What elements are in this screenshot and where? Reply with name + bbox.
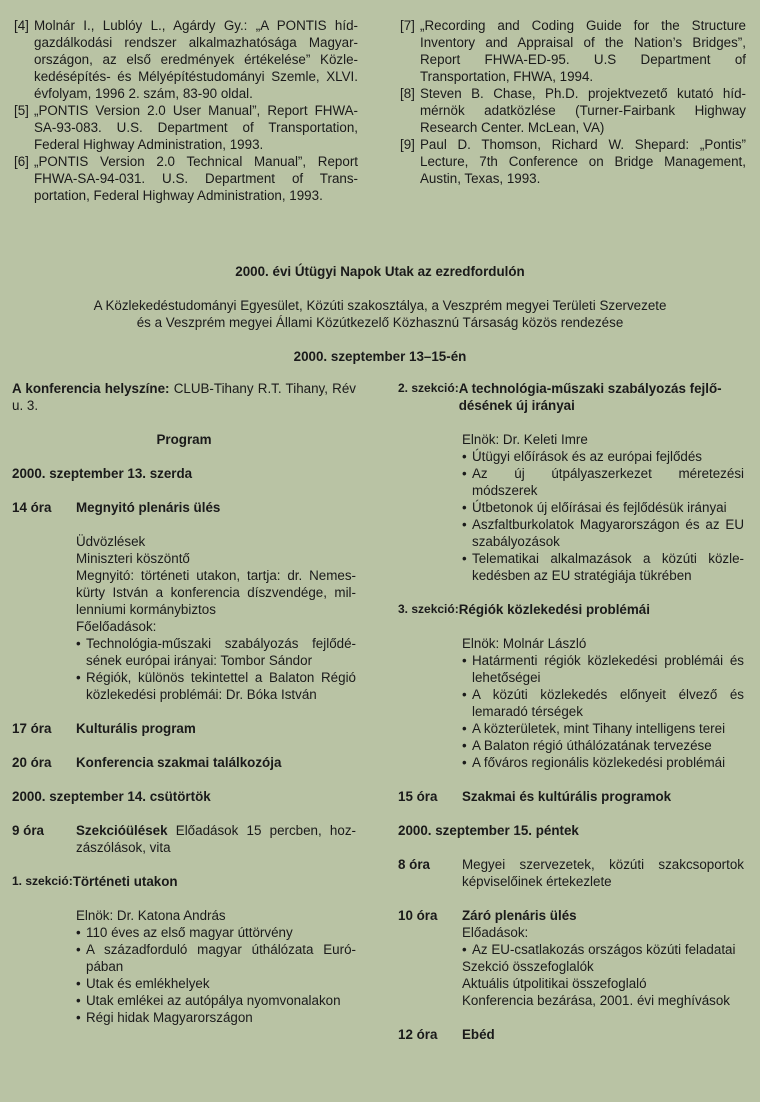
list-item: • Telematikai alkalmazások a közúti közle-kedésben az EU stratégiája tükrében — [462, 551, 744, 583]
reference-9: [9] Paul D. Thomson, Richard W. Shepard: „Pontis” Lecture, 7th Conference on Bridge Management, Austin, Texas, 1993. — [400, 137, 746, 186]
list-item: • A századforduló magyar úthálózata Euró-pában — [76, 942, 356, 974]
day-3-heading: 2000. szeptember 15. péntek — [398, 823, 579, 838]
list-item: • Utak és emlékhelyek — [76, 976, 210, 991]
program-title: Program — [156, 432, 212, 447]
section-1-heading: 1. szekció: Történeti utakon — [12, 874, 178, 889]
day-2-heading: 2000. szeptember 14. csütörtök — [12, 789, 211, 804]
session-14-details: Üdvözlések Miniszteri köszöntő Megnyitó: történeti utakon, tartja: dr. Nemes-kürty István a konferencia díszvendége, mil-lenniumi kormánybiztos Főelőadások: • Technológia-műszaki szabályozás fejlődé-sének európai irányai: Tombor Sándor • Régiók, különös tekintettel a Balaton Régió közlekedési problémái: Dr. Bóka István — [76, 534, 356, 702]
list-item: • Az EU-csatlakozás országos közúti feladatai — [462, 942, 736, 957]
section-3-details: Elnök: Molnár László • Határmenti régiók közlekedési problémái és lehetőségei • A közúti közlekedés előnyeit élvező és lemaradó térségek • A közterületek, mint Tihany intelligens terei • A Balaton régió úthálózatának tervezése • A főváros regionális közlekedési problémái — [462, 636, 744, 770]
list-item: • Régi hidak Magyarországon — [76, 1010, 253, 1025]
session-14: 14 óra Megnyitó plenáris ülés — [12, 500, 221, 515]
reference-8: [8] Steven B. Chase, Ph.D. projektvezető kutató híd-mérnök adatközlése (Turner-Fairbank Highway Research Center. McLean, VA) — [400, 86, 746, 135]
references-left — [14, 17, 358, 204]
list-item: • A közúti közlekedés előnyeit élvező és lemaradó térségek — [462, 687, 744, 719]
list-item: • Régiók, különös tekintettel a Balaton Régió közlekedési problémái: Dr. Bóka István — [76, 670, 356, 702]
session-20: 20 óra Konferencia szakmai találkozója — [12, 755, 282, 770]
session-10-details: Előadások: • Az EU-csatlakozás országos közúti feladatai Szekció összefoglalók Aktuális útpolitikai összefoglaló Konferencia bezárása, 2001. évi meghívások — [398, 924, 744, 1009]
session-8: 8 óra Megyei szervezetek, közúti szakcsoportok képviselőinek értekezlete — [398, 857, 744, 889]
list-item: • 110 éves az első magyar úttörvény — [76, 925, 293, 940]
session-12: 12 óra Ebéd — [398, 1027, 495, 1042]
list-item: • Aszfaltburkolatok Magyarországon és az EU szabályozások — [462, 517, 744, 549]
reference-4: [4] Molnár I., Lublóy L., Agárdy Gy.: „A PONTIS híd-gazdálkodási rendszer alkalmazhatósága Magyar-országon, az első eredmények értékelése” Közle-kedésépítés- és Mélyépítéstudományi Szemle, XLVI. évfolyam, 1996 2. szám, 83-90 oldal. — [14, 18, 358, 101]
list-item: • Az új útpályaszerkezet méretezési módszerek — [462, 466, 744, 498]
section-2-heading: 2. szekció: A technológia-műszaki szabályozás fejlő-désének új irányai — [398, 381, 722, 413]
reference-6: [6] „PONTIS Version 2.0 Technical Manual”, Report FHWA-SA-94-031. U.S. Department of Trans-portation, Federal Highway Administration, 1993. — [14, 154, 358, 203]
session-10: 10 óra Záró plenáris ülés — [398, 908, 577, 923]
list-item: • A Balaton régió úthálózatának tervezése — [462, 738, 712, 753]
reference-5: [5] „PONTIS Version 2.0 User Manual”, Report FHWA-SA-93-083. U.S. Department of Transportation, Federal Highway Administration, 1993. — [14, 103, 358, 152]
program-right-column — [398, 380, 744, 1043]
session-9: 9 óra Szekcióülések Előadások 15 percben, hoz-zászólások, vita — [12, 823, 356, 855]
session-15: 15 óra Szakmai és kultúrális programok — [398, 789, 672, 804]
list-item: • A közterületek, mint Tihany intelligens terei — [462, 721, 726, 736]
list-item: • Technológia-műszaki szabályozás fejlődé-sének európai irányai: Tombor Sándor — [76, 636, 356, 668]
section-2-details: Elnök: Dr. Keleti Imre • Útügyi előírások és az európai fejlődés • Az új útpályaszerkezet méretezési módszerek • Útbetonok új előírásai és fejlődésük irányai • Aszfaltburkolatok Magyarországon és az EU szabályozások • Telematikai alkalmazások a közúti közle-kedésben az EU stratégiája tükrében — [462, 432, 744, 583]
program-left-column — [12, 380, 356, 1026]
reference-7: [7] „Recording and Coding Guide for the Structure Inventory and Appraisal of the Nation’s Bridges”, Report FHWA-ED-95. U.S Department of Transportation, FHWA, 1994. — [400, 18, 746, 84]
day-1-heading: 2000. szeptember 13. szerda — [12, 466, 193, 481]
section-1-details: Elnök: Dr. Katona András • 110 éves az első magyar úttörvény • A századforduló magyar úthálózata Euró-pában • Utak és emlékhelyek • Utak emlékei az autópálya nyomvonalakon • Régi hidak Magyarországon — [76, 908, 356, 1025]
list-item: • Útügyi előírások és az európai fejlődés — [462, 449, 703, 464]
section-3-heading: 3. szekció: Régiók közlekedési problémái — [398, 602, 650, 617]
event-organizer-line-2: és a Veszprém megyei Állami Közútkezelő Közhasznú Társaság közös rendezése — [136, 315, 624, 330]
references-right — [400, 17, 746, 187]
list-item: • Utak emlékei az autópálya nyomvonalakon — [76, 993, 341, 1008]
list-item: • A főváros regionális közlekedési problémái — [462, 755, 726, 770]
venue: A konferencia helyszíne: CLUB-Tihany R.T. Tihany, Rév u. 3. — [12, 381, 356, 413]
event-date: 2000. szeptember 13–15-én — [293, 349, 467, 364]
event-organizer-line-1: A Közlekedéstudományi Egyesület, Közúti szakosztálya, a Veszprém megyei Területi Szervezete — [93, 298, 667, 313]
list-item: • Határmenti régiók közlekedési problémái és lehetőségei — [462, 653, 744, 685]
event-title: 2000. évi Útügyi Napok Utak az ezredfordulón — [235, 264, 525, 279]
list-item: • Útbetonok új előírásai és fejlődésük irányai — [462, 500, 727, 515]
session-17: 17 óra Kulturális program — [12, 721, 196, 736]
